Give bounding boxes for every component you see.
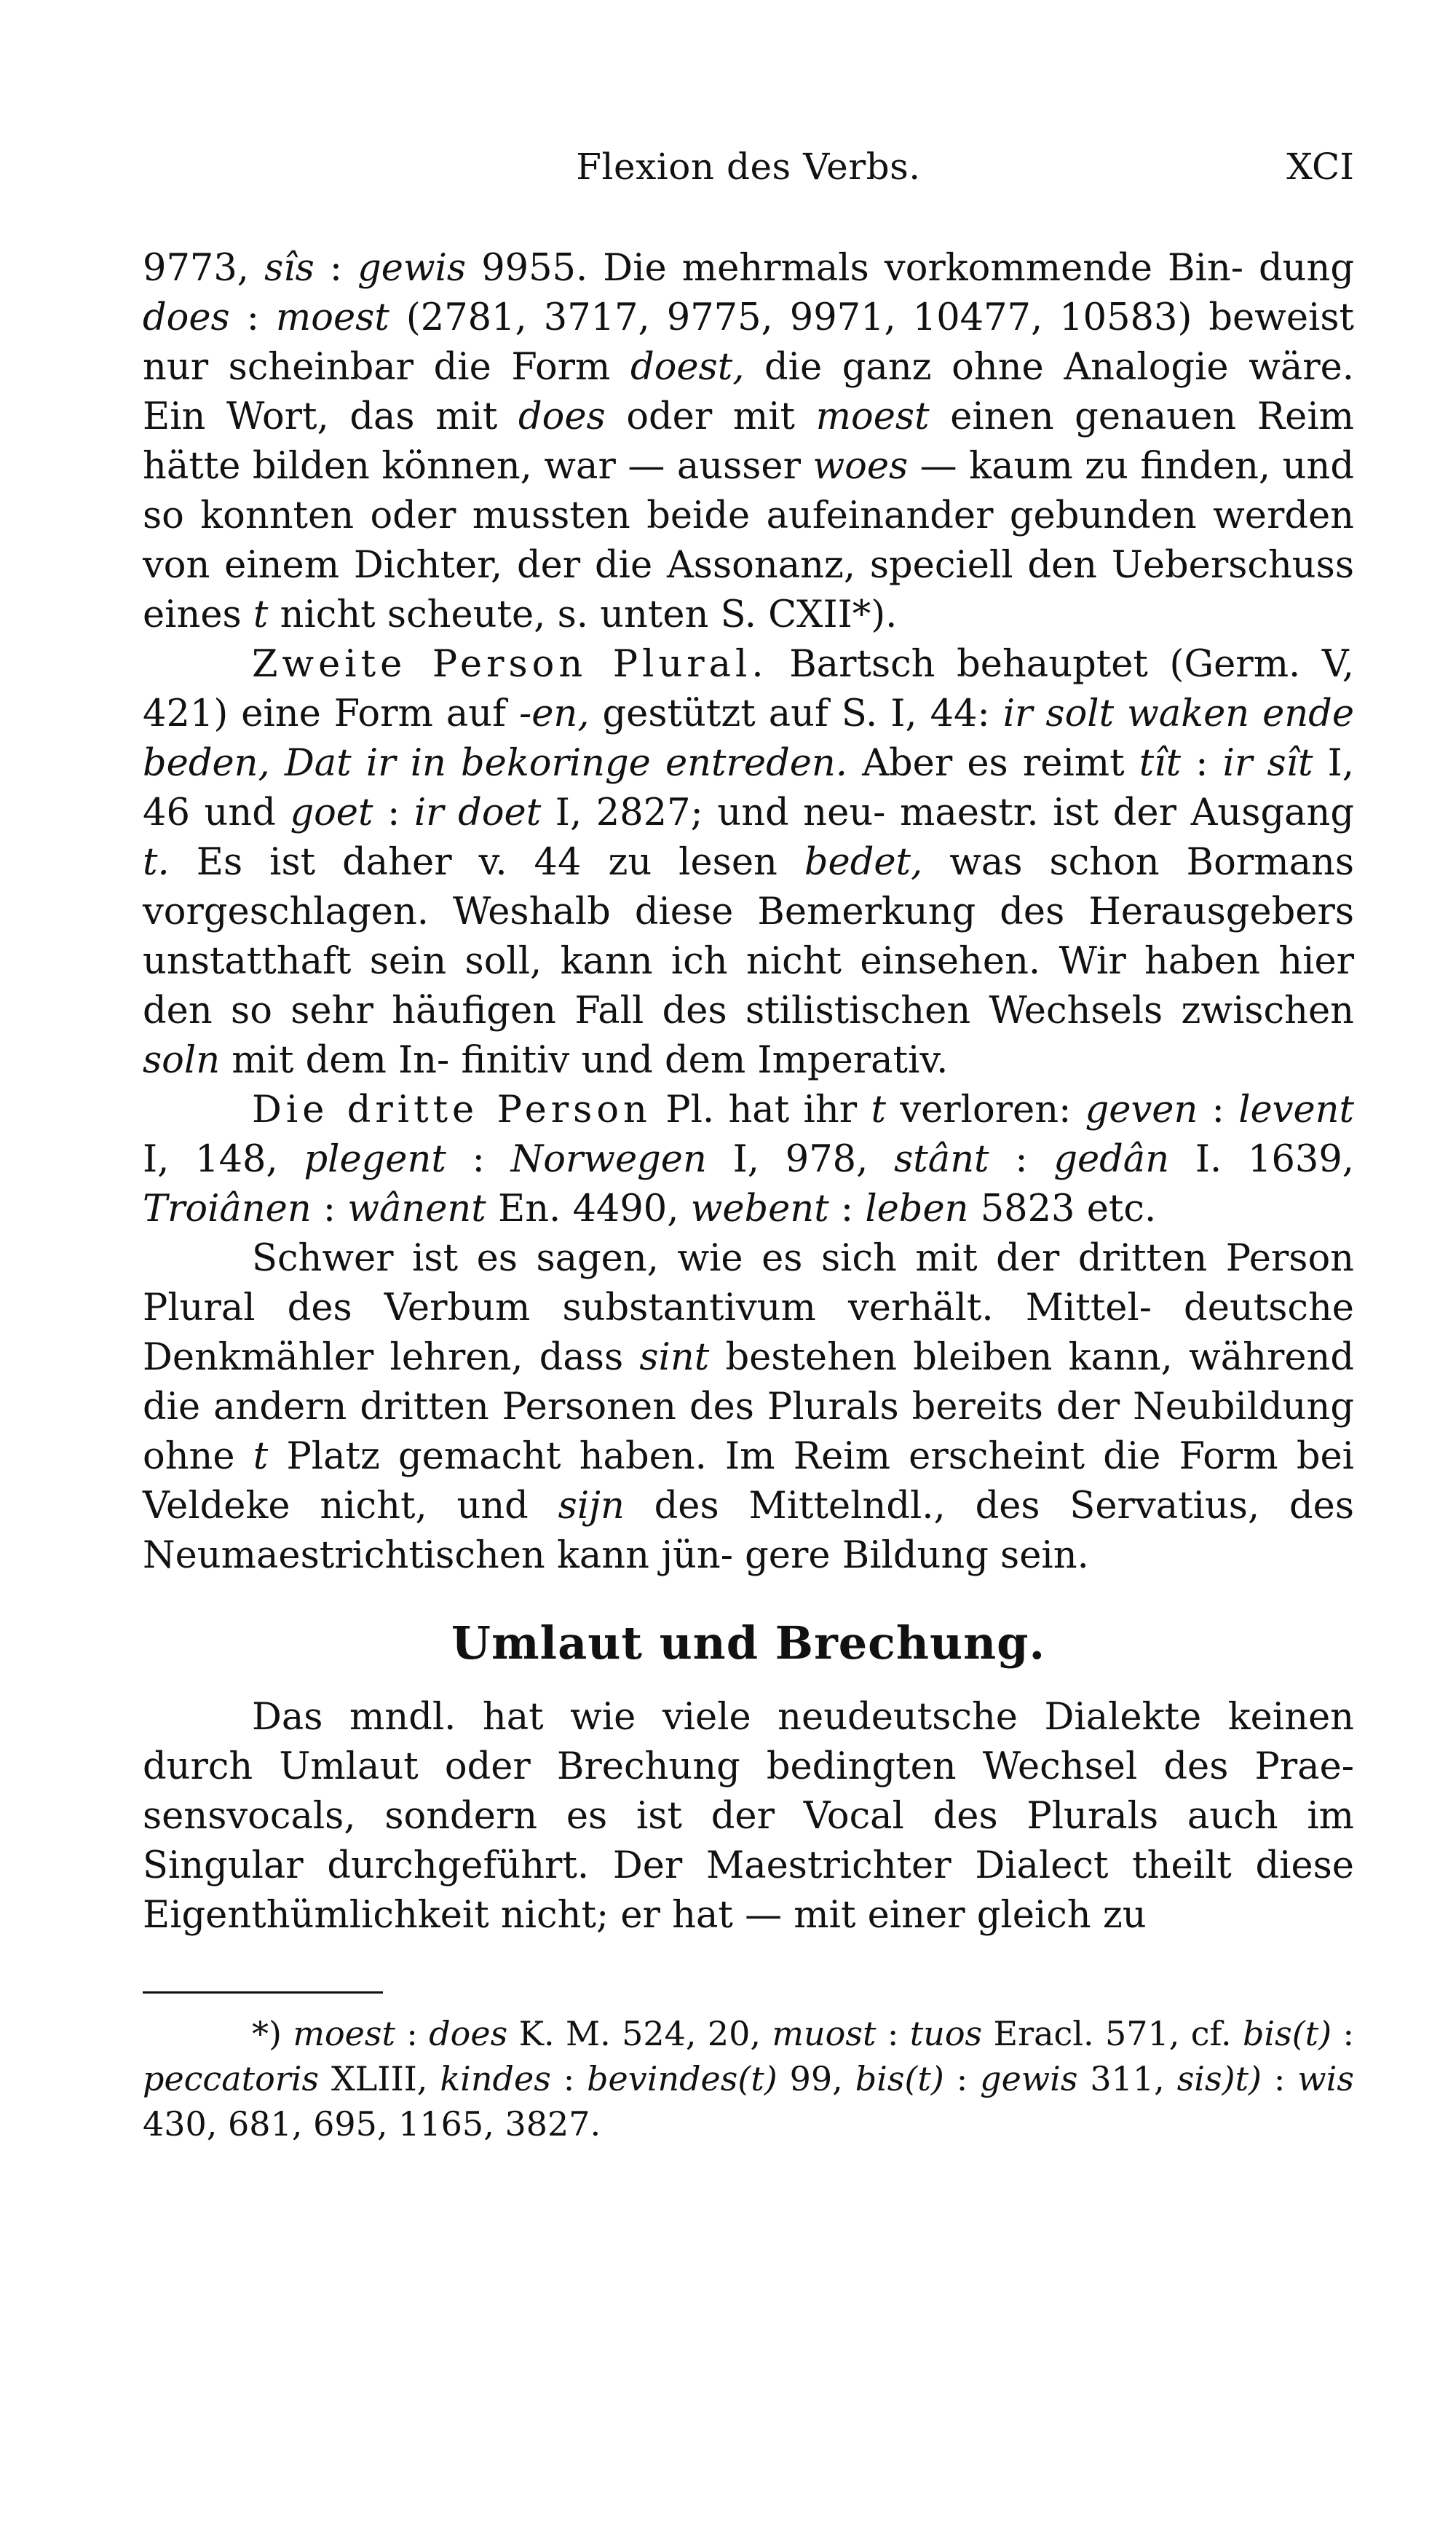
text-run: K. M. 524, 20, bbox=[507, 2014, 772, 2053]
italic-run: moest bbox=[815, 395, 930, 438]
italic-run: doest, bbox=[630, 346, 745, 389]
running-head bbox=[143, 138, 1354, 204]
text-run: des Mittelndl., des Servatius, des Neumaestrichtischen kann jün- gere Bildung sein. bbox=[143, 1485, 1354, 1577]
text-run: En. 4490, bbox=[486, 1188, 691, 1231]
text-run: Pl. hat ihr bbox=[651, 1089, 871, 1131]
text-run: I, 2827; und neu- maestr. ist der Ausgang bbox=[541, 791, 1354, 834]
italic-run: kindes bbox=[440, 2059, 551, 2098]
text-run: (2781, 3717, 9775, 9971, 10477, 10583) beweist nur scheinbar die Form bbox=[143, 296, 1355, 389]
italic-run: t bbox=[871, 1089, 886, 1131]
italic-run: levent bbox=[1238, 1089, 1355, 1131]
italic-run: tît bbox=[1139, 742, 1182, 785]
text-run: : bbox=[1262, 2059, 1298, 2098]
text-run: verloren: bbox=[885, 1089, 1085, 1131]
italic-run: geven bbox=[1085, 1089, 1198, 1131]
italic-run: sîs bbox=[264, 247, 314, 290]
text-run: : bbox=[314, 247, 358, 290]
italic-run: moest bbox=[275, 296, 389, 339]
text-run: 99, bbox=[777, 2059, 855, 2098]
italic-run: ir doet bbox=[414, 791, 542, 834]
italic-run: sis)t) bbox=[1176, 2059, 1262, 2098]
text-run: : bbox=[311, 1188, 348, 1231]
italic-run: soln bbox=[143, 1039, 221, 1082]
text-run: I, 978, bbox=[706, 1138, 895, 1181]
text-run: 9773, bbox=[143, 247, 265, 290]
section-heading: Umlaut und Brechung. bbox=[451, 1616, 1046, 1670]
text-run: I, 148, bbox=[143, 1138, 304, 1181]
text-run: : bbox=[989, 1138, 1054, 1181]
text-run: oder mit bbox=[605, 395, 816, 438]
italic-run: gewis bbox=[980, 2059, 1078, 2098]
spaced-heading-run: Die dritte Person bbox=[252, 1089, 652, 1131]
text-run: : bbox=[550, 2059, 587, 2098]
italic-run: t bbox=[253, 593, 269, 636]
italic-run: stânt bbox=[894, 1138, 989, 1181]
page bbox=[143, 138, 1354, 2146]
text-run: I, 46 und bbox=[143, 742, 1355, 834]
italic-run: moest bbox=[293, 2014, 395, 2053]
italic-run: gedân bbox=[1053, 1138, 1170, 1181]
text-run: : bbox=[395, 2014, 430, 2053]
italic-run: does bbox=[429, 2014, 508, 2053]
text-run: 9955. Die mehrmals vorkommende Bin- dung bbox=[466, 247, 1355, 290]
body-text bbox=[143, 244, 1354, 1940]
italic-run: does bbox=[143, 296, 230, 339]
italic-run: peccatoris bbox=[143, 2059, 320, 2098]
text-run: : bbox=[229, 296, 276, 339]
italic-run: gewis bbox=[357, 247, 467, 290]
text-run: : bbox=[1181, 742, 1223, 785]
italic-run: Norwegen bbox=[510, 1138, 707, 1181]
italic-run: ir sît bbox=[1222, 742, 1313, 785]
footnote-divider bbox=[143, 1991, 383, 1994]
italic-run: bis(t) bbox=[1242, 2014, 1332, 2053]
text-run: die ganz ohne Analogie wäre. Ein Wort, das mit bbox=[143, 346, 1354, 438]
italic-run: woes bbox=[812, 445, 909, 488]
italic-run: t bbox=[253, 1435, 269, 1478]
text-run: 5823 etc. bbox=[968, 1188, 1157, 1231]
paragraph-4 bbox=[143, 1234, 1354, 1581]
text-run: XLIII, bbox=[319, 2059, 440, 2098]
running-title: Flexion des Verbs. bbox=[576, 146, 921, 188]
text-run: Eracl. 571, cf. bbox=[982, 2014, 1243, 2053]
italic-run: webent bbox=[690, 1188, 829, 1231]
paragraph-5 bbox=[143, 1693, 1354, 1940]
paragraph-1 bbox=[143, 244, 1354, 640]
text-run: Platz gemacht haben. Im Reim erscheint die Form bei Veldeke nicht, und bbox=[143, 1435, 1354, 1528]
italic-run: wis bbox=[1297, 2059, 1354, 2098]
italic-run: leben bbox=[865, 1188, 969, 1231]
italic-run: bevindes(t) bbox=[587, 2059, 778, 2098]
text-run: Bartsch behauptet (Germ. V, 421) eine Form auf bbox=[143, 643, 1354, 735]
page-number: XCI bbox=[1286, 146, 1354, 188]
italic-run: sijn bbox=[558, 1485, 625, 1528]
paragraph-2 bbox=[143, 640, 1354, 1086]
text-run: : bbox=[876, 2014, 910, 2053]
italic-run: goet bbox=[290, 791, 373, 834]
italic-run: does bbox=[518, 395, 606, 438]
italic-run: plegent bbox=[304, 1138, 446, 1181]
italic-run: Troiânen bbox=[143, 1188, 312, 1231]
footnotes bbox=[143, 2011, 1354, 2146]
italic-run: sint bbox=[639, 1336, 710, 1379]
text-run: nicht scheute, s. unten S. CXII*). bbox=[268, 593, 898, 636]
italic-run: bis(t) bbox=[855, 2059, 944, 2098]
italic-run: t. bbox=[143, 841, 170, 884]
paragraph-3 bbox=[143, 1086, 1354, 1234]
footnote bbox=[143, 2011, 1354, 2146]
text-run: : bbox=[373, 791, 414, 834]
text-run: : bbox=[446, 1138, 511, 1181]
italic-run: ir solt waken ende beden, Dat ir in bekoringe entreden. bbox=[143, 692, 1354, 785]
text-run: was schon Bormans vorgeschlagen. Weshalb diese Bemerkung des Herausgebers unstatthaft sein soll, kann ich nicht einsehen. Wir haben hier den so sehr häufigen Fall des stilistischen Wechsels zwischen bbox=[143, 841, 1354, 1032]
text-run: Aber es reimt bbox=[847, 742, 1139, 785]
spaced-heading-run: Zweite Person Plural. bbox=[252, 643, 768, 686]
text-run: Schwer ist es sagen, wie es sich mit der dritten Person Plural des Verbum substantivum verhält. Mittel- deutsche Denkmähler lehren, dass bbox=[143, 1237, 1354, 1379]
italic-run: muost bbox=[772, 2014, 877, 2053]
text-run: I. 1639, bbox=[1169, 1138, 1355, 1181]
text-run: Das mndl. hat wie viele neudeutsche Dialekte keinen durch Umlaut oder Brechung bedingten Wechsel des Prae- sensvocals, sondern es ist der Vocal des Plurals auch im Singular durchgeführt. Der Maestrichter Dialect theilt diese Eigenthümlichkeit nicht; er hat — mit einer gleich zu bbox=[143, 1696, 1354, 1937]
italic-run: wânent bbox=[347, 1188, 486, 1231]
text-run: : bbox=[828, 1188, 866, 1231]
text-run: einen genauen Reim hätte bilden können, war — ausser bbox=[143, 395, 1355, 488]
text-run: Es ist daher v. 44 zu lesen bbox=[169, 841, 804, 884]
italic-run: bedet, bbox=[804, 841, 923, 884]
italic-run: -en, bbox=[519, 692, 590, 735]
text-run: 430, 681, 695, 1165, 3827. bbox=[143, 2104, 601, 2144]
text-run: 311, bbox=[1077, 2059, 1177, 2098]
text-run: : bbox=[943, 2059, 981, 2098]
text-run: bestehen bleiben kann, während die andern dritten Personen des Plurals bereits der Neubildung ohne bbox=[143, 1336, 1354, 1478]
text-run: : bbox=[1198, 1089, 1239, 1131]
text-run: gestützt auf S. I, 44: bbox=[589, 692, 1003, 735]
text-run: : bbox=[1332, 2014, 1354, 2053]
footnote-marker: *) bbox=[252, 2014, 293, 2053]
text-run: — kaum zu finden, und so konnten oder mussten beide aufeinander gebunden werden von einem Dichter, der die Assonanz, speciell den Ueberschuss eines bbox=[143, 445, 1354, 636]
italic-run: tuos bbox=[909, 2014, 983, 2053]
text-run: mit dem In- finitiv und dem Imperativ. bbox=[220, 1039, 949, 1082]
